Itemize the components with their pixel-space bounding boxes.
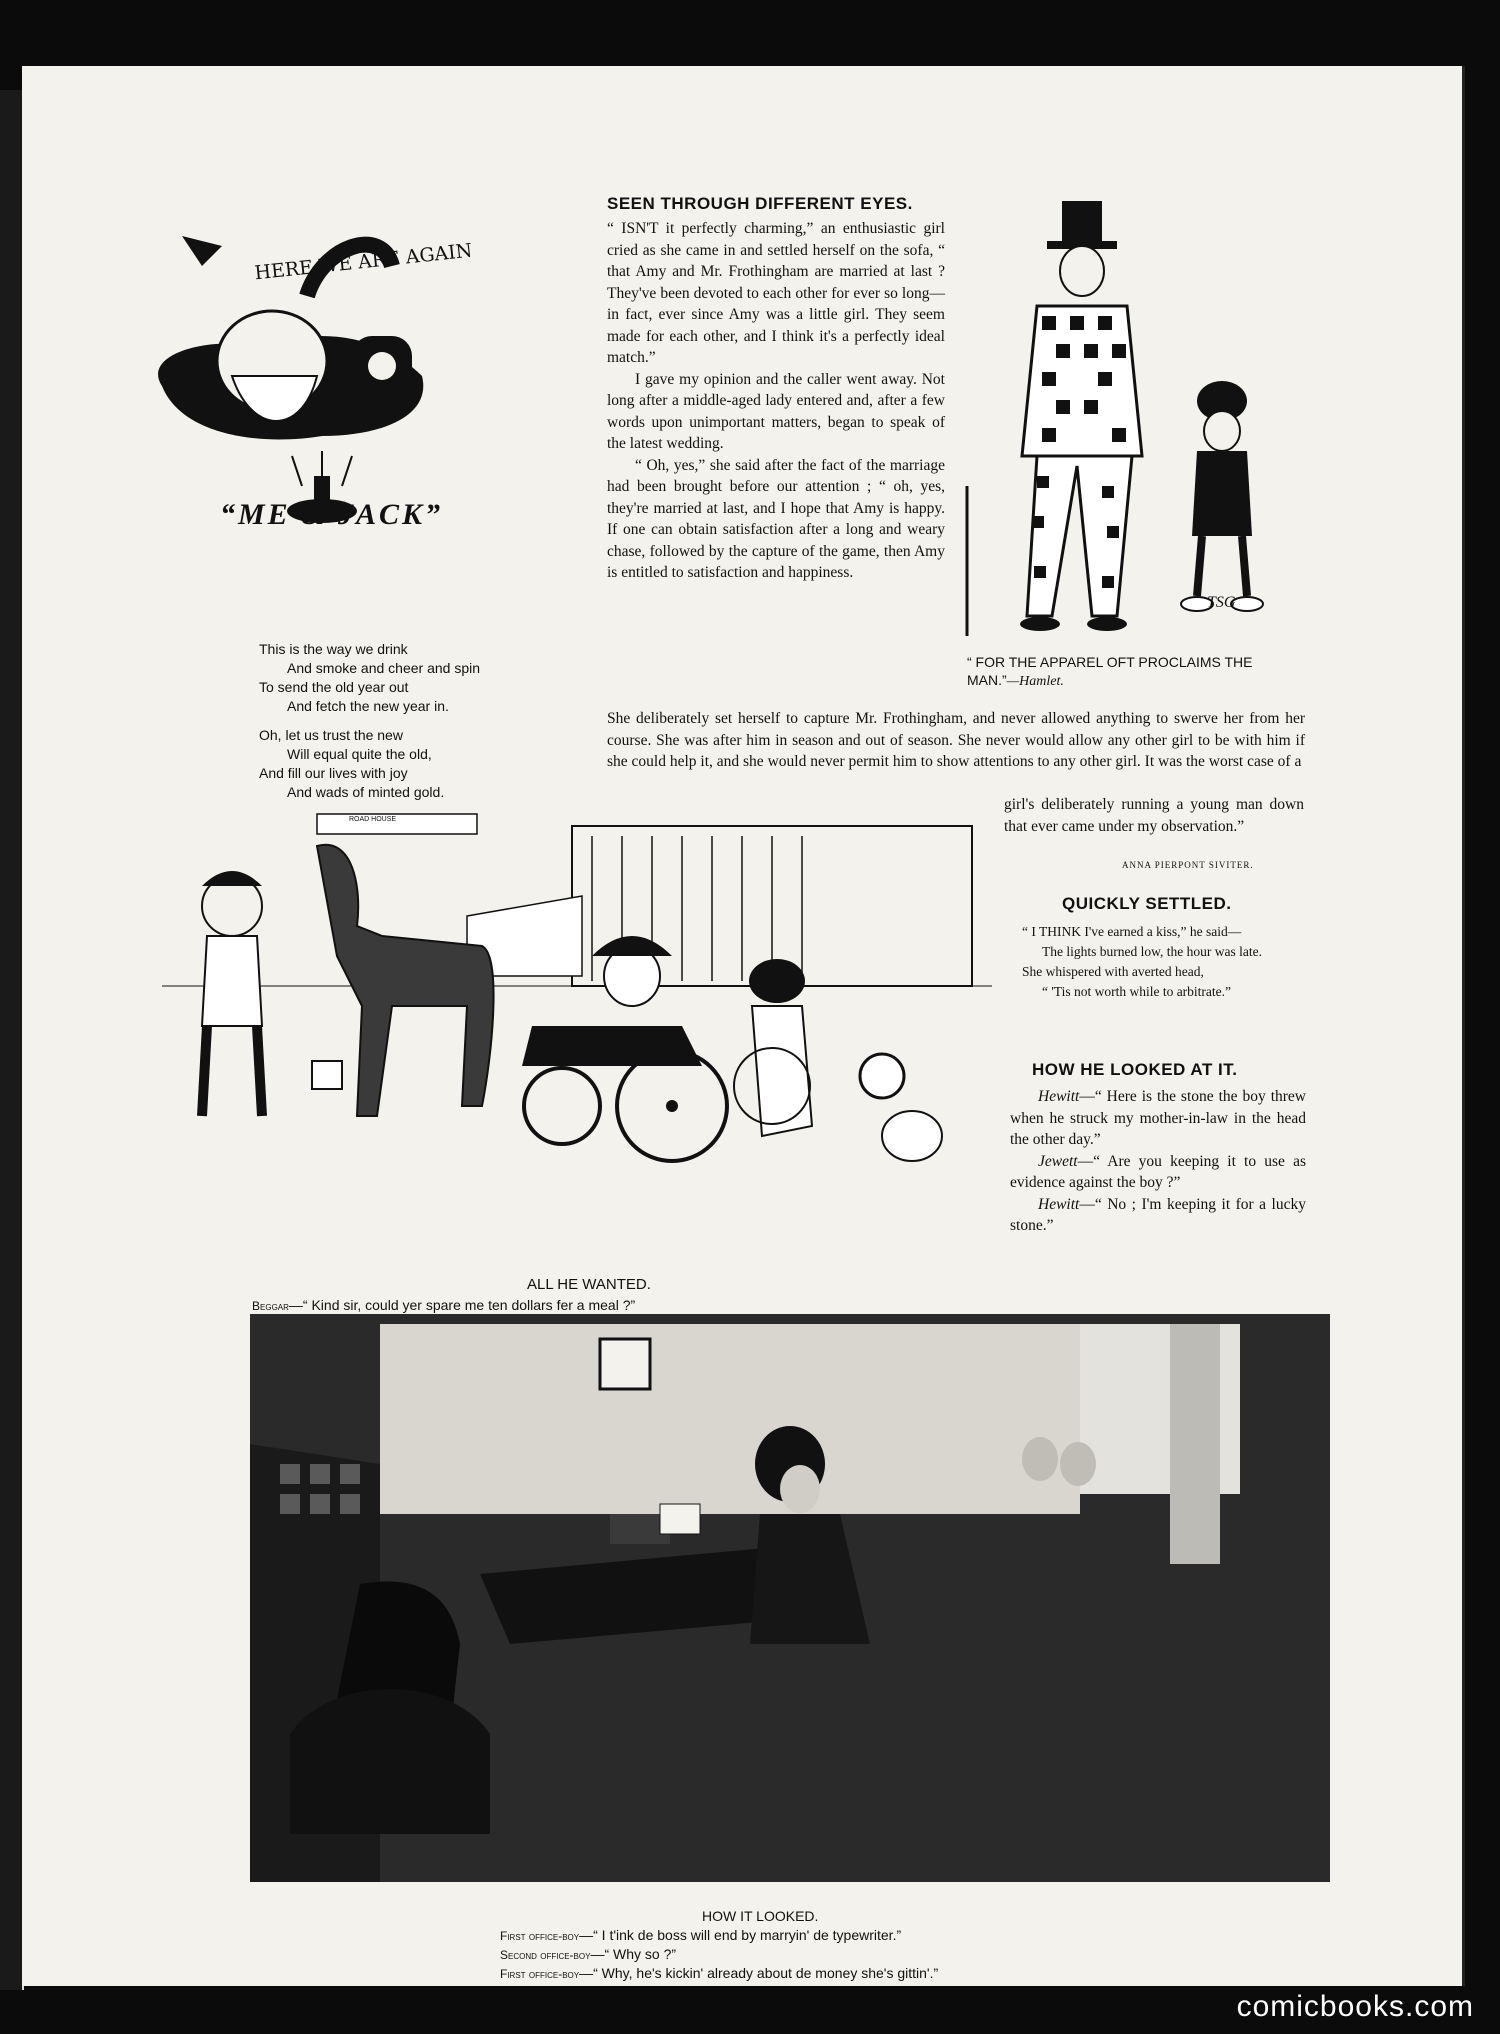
dialogue-line xyxy=(500,1964,1320,1983)
how-he-looked-at-it-title: HOW HE LOOKED AT IT. xyxy=(1032,1060,1238,1079)
dialogue-line xyxy=(1010,1086,1306,1151)
new-year-poem xyxy=(259,640,559,802)
here-we-are-again-banner: HERE WE ARE AGAIN xyxy=(253,239,474,285)
how-it-looked-title: HOW IT LOOKED. xyxy=(702,1908,819,1924)
quickly-settled-title: QUICKLY SETTLED. xyxy=(1062,894,1232,913)
poem-line: Oh, let us trust the new xyxy=(259,727,403,743)
verse-line: The lights burned low, the hour was late. xyxy=(1042,944,1262,959)
poem-line: This is the way we drink xyxy=(259,641,408,657)
poem-line: To send the old year out xyxy=(259,679,409,695)
apparel-caption xyxy=(967,653,1307,691)
poem-line: And fill our lives with joy xyxy=(259,765,408,781)
how-it-looked-dialogue xyxy=(500,1926,1320,1983)
speaker: Beggar xyxy=(252,1299,289,1313)
dialogue-line xyxy=(500,1945,1320,1964)
speaker: First office-boy xyxy=(500,1967,580,1981)
article-paragraph: She deliberately set herself to capture Mr. Frothingham, and never allowed anything to swerve her from her course. She was after him in season and out of season. She never would allow any other girl to be with him if she could help it, and she would never permit him to show attentions to any other girl. It was the worst case of a xyxy=(607,710,1305,770)
poem-line: And fetch the new year in. xyxy=(287,698,449,714)
poem-line: And wads of minted gold. xyxy=(287,784,445,800)
author-credit: ANNA PIERPONT SIVITER. xyxy=(1122,860,1254,870)
dialogue-line xyxy=(1010,1194,1306,1237)
seen-through-different-eyes-title: SEEN THROUGH DIFFERENT EYES. xyxy=(607,194,913,213)
dialogue-text: —“ Are you keeping it to use as evidence against the boy ?” xyxy=(1010,1152,1306,1191)
article-paragraph: I gave my opinion and the caller went away. Not long after a middle-aged lady entered and, after a few words upon unimportant matters, began to speak of the latest wedding. xyxy=(607,370,945,452)
dialogue-text: —“ I t'ink de boss will end by marryin' de typewriter.” xyxy=(579,1927,902,1943)
verse-line: She whispered with averted head, xyxy=(1022,964,1204,979)
previous-page-edge xyxy=(0,90,24,1990)
speaker: First office-boy xyxy=(500,1929,580,1943)
all-he-wanted-title: ALL HE WANTED. xyxy=(527,1276,651,1293)
magazine-page xyxy=(22,66,1465,1986)
dialogue-line xyxy=(1010,1151,1306,1194)
article-paragraph: “ ISN'T it perfectly charming,” an enthusiastic girl cried as she came in and settled herself on the sofa, “ that Amy and Mr. Frothingham are married at last ? They've been devoted to each other for ever so long—in fact, ever since Amy was a little girl. They seem made for each other, and I think it's a perfectly ideal match.” xyxy=(607,220,945,366)
dialogue-line xyxy=(252,1296,972,1315)
dialogue-text: —“ Why, he's kickin' already about de money she's gittin'.” xyxy=(579,1965,939,1981)
how-it-looked-illustration xyxy=(250,1314,1330,1882)
dialogue-text: —“ Here is the stone the boy threw when he struck my mother-in-law in the head the other day.” xyxy=(1010,1088,1306,1148)
verse-line: “ I THINK I've earned a kiss,” he said— xyxy=(1022,924,1242,939)
quickly-settled-verse xyxy=(1022,922,1307,1002)
article-paragraph: girl's deliberately running a young man down that ever came under my observation.” xyxy=(1004,796,1304,835)
dialogue-line xyxy=(500,1926,1320,1945)
dialogue-text: —“ Kind sir, could yer spare me ten dollars fer a meal ?” xyxy=(288,1297,636,1313)
apparel-cartoon xyxy=(952,196,1297,686)
dialogue-text: —“ No ; I'm keeping it for a lucky stone.” xyxy=(1010,1195,1306,1234)
site-watermark: comicbooks.com xyxy=(1236,1990,1474,2023)
apparel-source: —Hamlet. xyxy=(1006,674,1064,689)
poem-line: Will equal quite the old, xyxy=(287,746,432,762)
verse-line: “ 'Tis not worth while to arbitrate.” xyxy=(1042,984,1232,999)
dialogue-text: —“ Why so ?” xyxy=(590,1946,677,1962)
me-and-jack-cartoon xyxy=(122,186,492,551)
speaker: Hewitt xyxy=(1038,1195,1080,1213)
poem-line: And smoke and cheer and spin xyxy=(287,660,481,676)
speaker: Hewitt xyxy=(1038,1088,1080,1105)
road-house-sign: ROAD HOUSE xyxy=(349,816,397,823)
me-and-jack-title: “ME & JACK” xyxy=(220,498,444,531)
speaker: Jewett xyxy=(1038,1152,1078,1170)
apparel-caption-text: “ FOR THE APPAREL OFT PROCLAIMS THE MAN.” xyxy=(967,654,1253,688)
seen-article-column xyxy=(607,218,945,584)
all-he-wanted-cartoon xyxy=(162,806,992,1226)
article-paragraph: “ Oh, yes,” she said after the fact of the marriage had been brought before our attention ; “ oh, yes, they're married at last, and I hope that Amy is happy. If one can obtain satisfaction after a long and weary chase, followed by the capture of the game, then Amy is entitled to satisfaction and happiness. xyxy=(607,456,945,581)
how-he-looked-dialogue xyxy=(1010,1086,1306,1237)
artist-signature: TSG xyxy=(1207,594,1236,611)
speaker: Second office-boy xyxy=(500,1948,591,1962)
